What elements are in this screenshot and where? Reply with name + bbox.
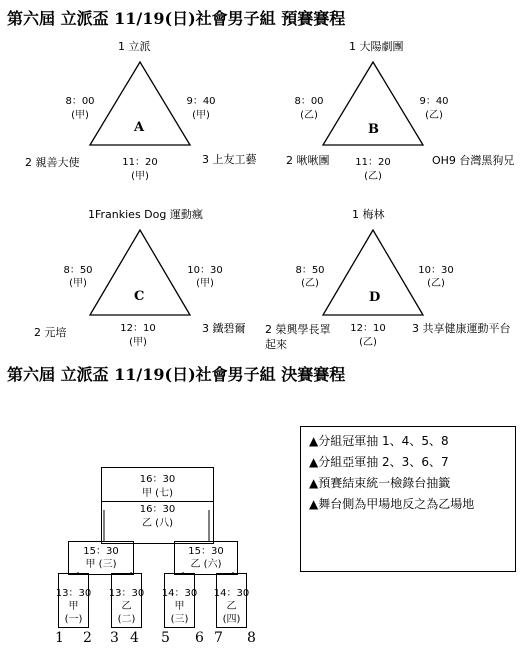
- group-a-top-team: 1 立派: [118, 40, 151, 53]
- group-d-right-court: (乙): [427, 278, 445, 289]
- quarter-1-time: 13：30: [55, 588, 92, 599]
- group-b-right-time: 9：40: [419, 96, 449, 107]
- group-b-letter: B: [368, 122, 379, 137]
- seed-5: 5: [161, 630, 170, 646]
- group-c-right-team: 3 鐵碧爾: [202, 322, 246, 335]
- group-c-top-team: 1Frankies Dog 運動瘋: [88, 208, 203, 221]
- quarter-3-time: 14：30: [161, 588, 198, 599]
- group-d-left-team-line2: 起來: [265, 338, 287, 351]
- group-b-bottom-time: 11：20: [355, 157, 391, 168]
- group-b-left-court: (乙): [300, 110, 318, 121]
- quarter-3-court: 甲: [174, 601, 185, 612]
- final-title: 第六屆 立派盃 11/19(日)社會男子組 決賽賽程: [7, 365, 346, 384]
- quarter-2-court: 乙: [121, 601, 132, 612]
- group-a-bottom-court: (甲): [131, 171, 149, 182]
- semi-match-box-2: [174, 541, 238, 575]
- seed-7: 7: [214, 630, 223, 646]
- prelim-title: 第六屆 立派盃 11/19(日)社會男子組 預賽賽程: [7, 9, 346, 28]
- group-c-right-time: 10：30: [187, 265, 223, 276]
- group-a-letter: A: [134, 120, 145, 135]
- quarter-match-box-1: [55, 573, 92, 628]
- group-a-right-time: 9：40: [186, 96, 216, 107]
- quarter-match-box-4: [213, 573, 250, 628]
- legend-line-2: ▲分組亞軍抽 2、3、6、7: [309, 455, 449, 469]
- semi-2-time: 15：30: [188, 546, 224, 557]
- group-a-left-time: 8：00: [65, 96, 95, 107]
- group-c-left-court: (甲): [69, 278, 87, 289]
- seed-1: 1: [55, 630, 64, 646]
- group-d-letter: D: [369, 290, 381, 305]
- quarter-4-num: (四): [222, 614, 241, 625]
- seed-2: 2: [83, 630, 92, 646]
- semi-match-box-1: [68, 541, 134, 575]
- quarter-3-num: (三): [170, 614, 189, 625]
- seed-6: 6: [195, 630, 204, 646]
- group-a-left-team: 2 親善大使: [25, 156, 80, 169]
- group-a-left-court: (甲): [71, 110, 89, 121]
- quarter-1-court: 甲: [68, 601, 79, 612]
- legend-line-3: ▲預賽結束統一檢錄台抽籤: [309, 476, 451, 490]
- group-c-letter: C: [134, 289, 145, 304]
- semi-1-time: 15：30: [83, 546, 119, 557]
- group-d-top-team: 1 梅林: [352, 208, 385, 221]
- group-d-right-team: 3 共享健康運動平台: [412, 322, 511, 335]
- group-c-bottom-court: (甲): [129, 337, 147, 348]
- group-a-right-team: 3 上友工藝: [202, 153, 257, 166]
- group-c-left-team: 2 元培: [34, 326, 67, 339]
- seed-3: 3: [110, 630, 119, 646]
- quarter-2-time: 13：30: [108, 588, 145, 599]
- quarter-match-box-2: [108, 573, 145, 628]
- group-d-left-time: 8：50: [295, 265, 325, 276]
- quarter-4-time: 14：30: [213, 588, 250, 599]
- semi-2-court: 乙 (六): [190, 559, 222, 570]
- quarter-match-box-3: [161, 573, 198, 628]
- group-b-left-team: 2 啾啾團: [286, 154, 330, 167]
- group-d-bottom-time: 12：10: [350, 323, 386, 334]
- group-a-right-court: (甲): [192, 110, 210, 121]
- group-b-left-time: 8：00: [294, 96, 324, 107]
- group-a-bottom-time: 11：20: [122, 157, 158, 168]
- rules-legend: [300, 426, 516, 572]
- group-b-right-court: (乙): [425, 110, 443, 121]
- group-d-bottom-court: (乙): [359, 337, 377, 348]
- final-time-2: 16：30: [139, 504, 176, 515]
- final-divider: [102, 501, 213, 502]
- final-court-2: 乙 (八): [142, 518, 173, 529]
- group-b-top-team: 1 大陽劇團: [349, 40, 404, 53]
- group-d-right-time: 10：30: [418, 265, 454, 276]
- seed-8: 8: [247, 630, 256, 646]
- final-time-1: 16：30: [139, 474, 176, 485]
- quarter-2-num: (二): [117, 614, 136, 625]
- legend-line-1: ▲分組冠軍抽 1、4、5、8: [309, 434, 449, 448]
- group-d-left-court: (乙): [301, 278, 319, 289]
- final-match-box: [101, 467, 214, 544]
- group-b-bottom-court: (乙): [364, 171, 382, 182]
- group-c-right-court: (甲): [196, 278, 214, 289]
- quarter-1-num: (一): [64, 614, 83, 625]
- quarter-4-court: 乙: [226, 601, 237, 612]
- group-d-left-team: 2 榮興學長罩: [265, 323, 331, 336]
- seed-4: 4: [130, 630, 139, 646]
- legend-line-4: ▲舞台側為甲場地反之為乙場地: [309, 497, 475, 511]
- group-c-left-time: 8：50: [63, 265, 93, 276]
- semi-1-court: 甲 (三): [85, 559, 117, 570]
- group-c-bottom-time: 12：10: [120, 323, 156, 334]
- final-court-1: 甲 (七): [142, 488, 173, 499]
- group-b-right-team: OH9 台灣黑狗兄: [432, 154, 515, 167]
